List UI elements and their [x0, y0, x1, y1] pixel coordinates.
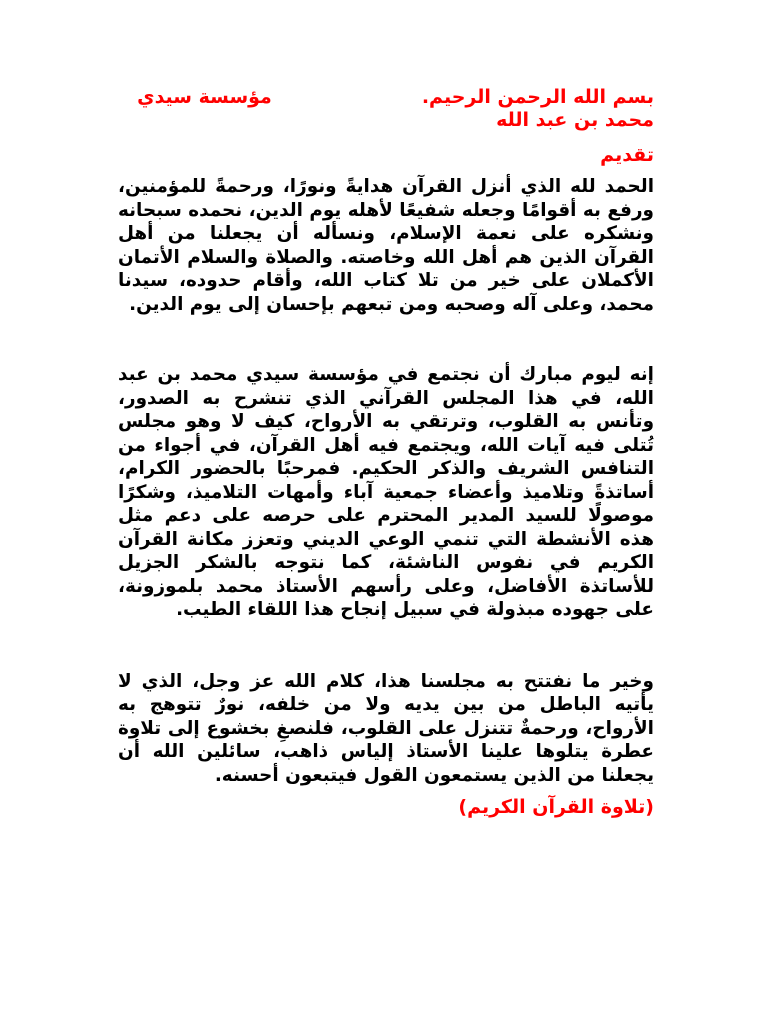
intro-title: تقديم: [600, 144, 654, 166]
header-line-1: [118, 86, 654, 109]
basmala-text: بسم الله الرحمن الرحيم.: [421, 86, 654, 108]
foundation-name-part2: محمد بن عبد الله: [496, 109, 654, 131]
paragraph-welcome: إنه ليوم مبارك أن نجتمع في مؤسسة سيدي محمد بن عبد الله، في هذا المجلس القرآني الذي تنشرح به الصدور، وتأنس به القلوب، وترتقي به الأرواح، كيف لا وهو مجلس تُتلى فيه آيات الله، ويجتمع فيه أهل القرآن، في أجواء من التنافس الشريف والذكر الحكيم. فمرحبًا بالحضور الكرام، أساتذةً وتلاميذ وأعضاء جمعية آباء وأمهات التلاميذ، وشكرًا موصولًا للسيد المدير المحترم على حرصه على دعم مثل هذه الأنشطة التي تنمي الوعي الديني وتعزز مكانة القرآن الكريم في نفوس الناشئة، كما نتوجه بالشكر الجزيل للأساتذة الأفاضل، وعلى رأسهم الأستاذ محمد بلموزونة، على جهوده مبذولة في سبيل إنجاح هذا اللقاء الطيب.: [118, 364, 654, 620]
foundation-name-part1: مؤسسة سيدي: [137, 86, 272, 108]
document-header: [118, 86, 654, 132]
paragraph-opening: وخير ما نفتتح به مجلسنا هذا، كلام الله عز وجل، الذي لا يأتيه الباطل من بين يديه ولا من خلفه، نورٌ تتوهج به الأرواح، ورحمةٌ تتنزل على القلوب، فلنصغِ بخشوع إلى تلاوة عطرة يتلوها علينا الأستاذ إلياس ذاهب، سائلين الله أن يجعلنا من الذين يستمعون القول فيتبعون أحسنه.: [118, 670, 654, 786]
document-page: [118, 86, 654, 819]
paragraph-praise: الحمد لله الذي أنزل القرآن هدايةً ونورًا، ورحمةً للمؤمنين، ورفع به أقوامًا وجعله شفيعًا لأهله يوم الدين، نحمده سبحانه ونشكره على نعمة الإسلام، ونسأله أن يجعلنا من أهل القرآن الذين هم أهل الله وخاصته. والصلاة والسلام الأتمان الأكملان على خير من تلا كتاب الله، وأقام حدوده، سيدنا محمد، وعلى آله وصحبه ومن تبعهم بإحسان إلى يوم الدين.: [118, 176, 654, 315]
closing-title: (تلاوة القرآن الكريم): [458, 796, 654, 818]
